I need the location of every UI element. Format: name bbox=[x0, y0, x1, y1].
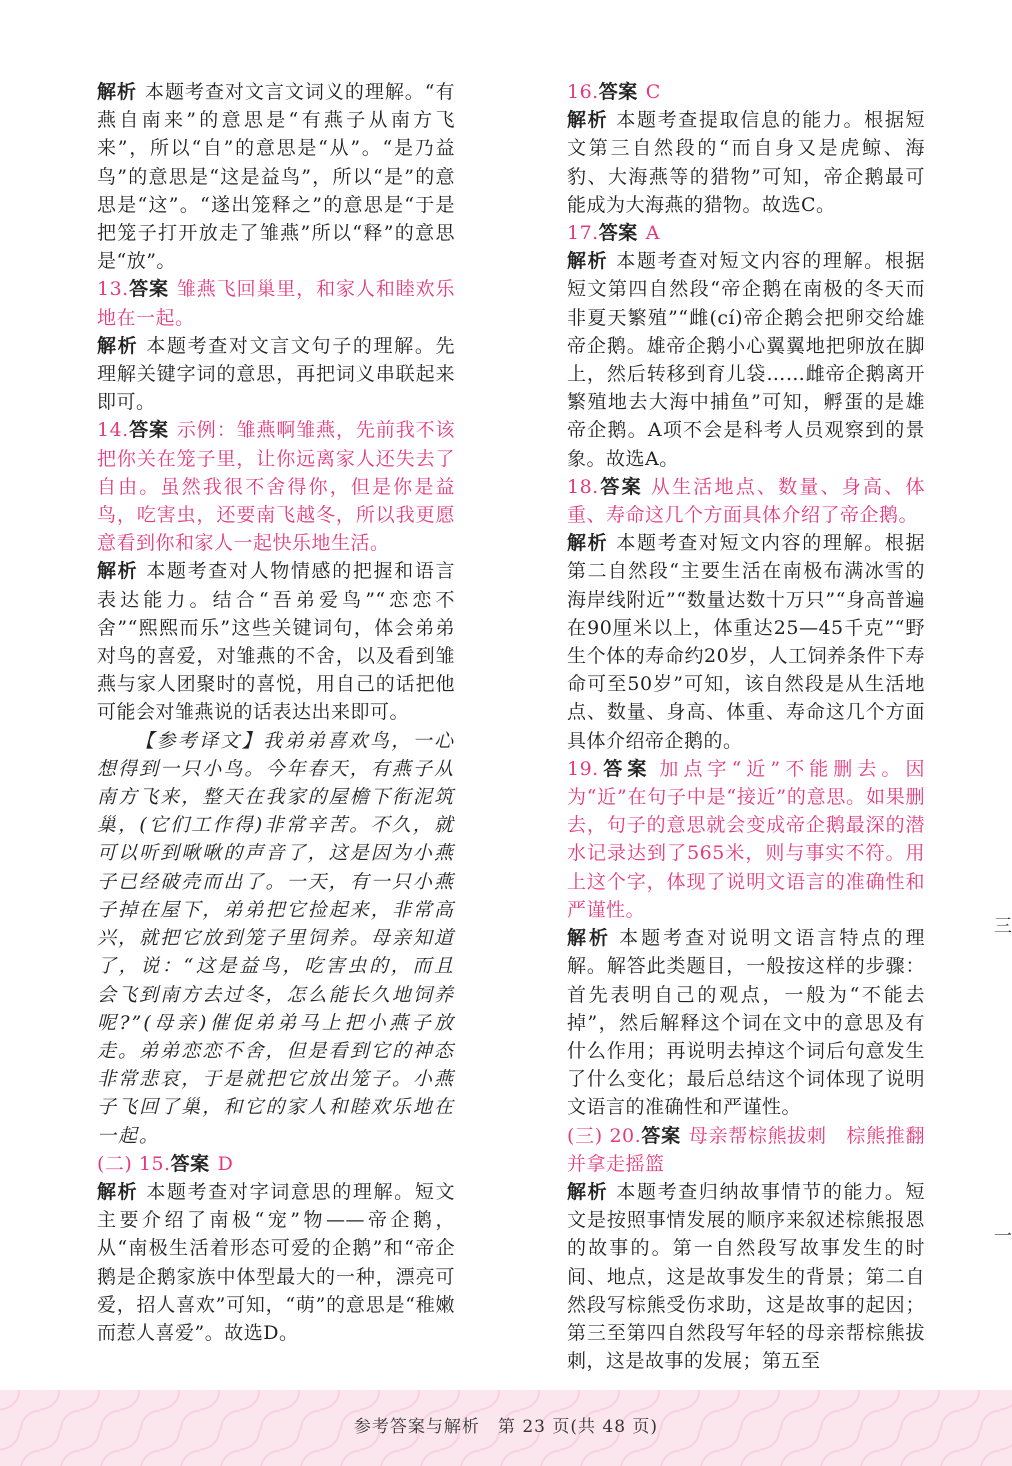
answer-text: 从生活地点、数量、身高、体重、寿命这几个方面具体介绍了帝企鹅。 bbox=[567, 475, 925, 527]
analysis-label: 解析 bbox=[97, 81, 137, 103]
question-number: 19. bbox=[567, 757, 599, 780]
analysis-label: 解析 bbox=[567, 1180, 609, 1203]
analysis-label: 解析 bbox=[97, 560, 139, 583]
analysis-label: 解析 bbox=[567, 532, 609, 555]
analysis-text: 本题考查归纳故事情节的能力。短文是按照事情发展的顺序来叙述棕熊报恩的故事的。第一自然段写故事发生的时间、地点，这是故事发生的背景；第二自然段写棕熊受伤求助，这是故事的起因；第三至第四自然段写年轻的母亲帮棕熊拔刺，这是故事的发展；第五至 bbox=[567, 1180, 925, 1373]
q16-answer bbox=[567, 78, 925, 106]
analysis-text: 本题考查对人物情感的把握和语言表达能力。结合“吾弟爱鸟”“恋恋不舍”“熙熙而乐”这些关键词句，体会弟弟对鸟的喜爱，对雏燕的不舍，以及看到雏燕与家人团聚时的喜悦，用自己的话把他可能会对雏燕说的话表达出来即可。 bbox=[97, 560, 455, 724]
question-number: 17. bbox=[567, 222, 599, 245]
question-number: 16. bbox=[567, 81, 599, 103]
q16-analysis bbox=[567, 106, 925, 219]
q13-analysis bbox=[97, 332, 455, 417]
reference-translation: 【参考译文】我弟弟喜欢鸟，一心想得到一只小鸟。今年春天，有燕子从南方飞来，整天在我家的屋檐下衔泥筑巢，(它们工作得)非常辛苦。不久，就可以听到啾啾的声音了，这是因为小燕子已经破壳而出了。一天，有一只小燕子掉在屋下，弟弟把它捡起来，非常高兴，就把它放到笼子里饲养。母亲知道了，说：“这是益鸟，吃害虫的，而且会飞到南方去过冬，怎么能长久地饲养呢?”(母亲)催促弟弟马上把小燕子放走。弟弟恋恋不舍，但是看到它的神态非常悲哀，于是就把它放出笼子。小燕子飞回了巢，和它的家人和睦欢乐地在一起。 bbox=[97, 729, 455, 1147]
analysis-text: 本题考查对文言文句子的理解。先理解关键字词的意思，再把词义串联起来即可。 bbox=[97, 334, 455, 414]
analysis-text: 本题考查对文言文词义的理解。“有燕自南来”的意思是“有燕子从南方飞来”，所以“自”的意思是“从”。“是乃益鸟”的意思是“这是益鸟”，所以“是”的意思是“这”。“遂出笼释之”的意思是“于是把笼子打开放走了雏燕”所以“释”的意思是“放”。 bbox=[97, 81, 455, 273]
q19-answer bbox=[567, 755, 925, 924]
question-number: 13. bbox=[97, 278, 129, 301]
right-column bbox=[567, 78, 925, 1375]
answer-label: 答案 bbox=[128, 278, 169, 301]
analysis-text: 本题考查对说明文语言特点的理解。解答此类题目，一般按这样的步骤：首先表明自己的观点，一般为“不能去掉”，然后解释这个词在文中的意思及有什么作用；再说明去掉这个词后句意发生了什么变化；最后总结这个词体现了说明文语言的准确性和严谨性。 bbox=[567, 927, 925, 1119]
q15-analysis bbox=[97, 1178, 455, 1347]
q19-analysis bbox=[567, 924, 925, 1121]
answer-text: 加点字“近”不能删去。因为“近”在句子中是“接近”的意思。如果删去，句子的意思就会变成帝企鹅最深的潜水记录达到了565米，则与事实不符。用上这个字，体现了说明文语言的准确性和严谨性。 bbox=[567, 757, 925, 921]
question-number: (三) 20. bbox=[567, 1124, 642, 1147]
q14-answer bbox=[97, 416, 455, 557]
answer-label: 答案 bbox=[641, 1124, 681, 1147]
q17-analysis bbox=[567, 247, 925, 473]
analysis-text: 本题考查提取信息的能力。根据短文第三自然段的“而自身又是虎鲸、海豹、大海燕等的猎物”可知，帝企鹅最可能成为大海燕的猎物。故选C。 bbox=[567, 109, 925, 216]
analysis-text: 本题考查对字词意思的理解。短文主要介绍了南极“宠”物——帝企鹅，从“南极生活着形态可爱的企鹅”和“帝企鹅是企鹅家族中体型最大的一种，漂亮可爱，招人喜欢”可知，“萌”的意思是“稚嫩而惹人喜爱”。故选D。 bbox=[97, 1180, 455, 1344]
answer-text: 母亲帮棕熊拔刺 棕熊推翻并拿走摇篮 bbox=[567, 1124, 925, 1175]
analysis-label: 解析 bbox=[567, 250, 609, 273]
answer-text: 雏燕飞回巢里，和家人和睦欢乐地在一起。 bbox=[97, 278, 455, 329]
answer-text: D bbox=[217, 1152, 234, 1175]
analysis-label: 解析 bbox=[567, 109, 609, 132]
answer-text: 示例：雏燕啊雏燕，先前我不该把你关在笼子里，让你远离家人还失去了自由。虽然我很不舍得你，但是你是益鸟，吃害虫，还要南飞越冬，所以我更愿意看到你和家人一起快乐地生活。 bbox=[97, 419, 455, 555]
q20-analysis bbox=[567, 1178, 925, 1375]
answer-text: A bbox=[645, 222, 660, 245]
analysis-text: 本题考查对短文内容的理解。根据短文第四自然段“帝企鹅在南极的冬天而非夏天繁殖”“雌(cí)帝企鹅会把卵交给雄帝企鹅。雄帝企鹅小心翼翼地把卵放在脚上，然后转移到育儿袋……雌帝企鹅离开繁殖地去大海中捕鱼”可知，孵蛋的是雄帝企鹅。A项不会是科考人员观察到的景象。故选A。 bbox=[567, 250, 925, 470]
answer-label: 答案 bbox=[598, 757, 652, 780]
question-number: 18. bbox=[567, 475, 599, 498]
q12-analysis bbox=[97, 78, 455, 275]
footer-text: 参考答案与解析 第 23 页(共 48 页) bbox=[353, 1417, 659, 1437]
analysis-text: 本题考查对短文内容的理解。根据第二自然段“主要生活在南极布满冰雪的海岸线附近”“数量达数十万只”“身高普遍在90厘米以上，体重达25—45千克”“野生个体的寿命约20岁，人工饲养条件下寿命可至50岁”可知，该自然段是从生活地点、数量、身高、体重、寿命这几个方面具体介绍帝企鹅的。 bbox=[567, 532, 925, 752]
q13-answer bbox=[97, 275, 455, 331]
answer-label: 答案 bbox=[598, 475, 643, 498]
q18-analysis bbox=[567, 529, 925, 755]
q17-answer bbox=[567, 219, 925, 247]
margin-mark: 一 bbox=[994, 1226, 1012, 1247]
question-number: 14. bbox=[97, 419, 129, 442]
analysis-label: 解析 bbox=[567, 927, 612, 950]
answer-text: C bbox=[645, 81, 661, 103]
analysis-label: 解析 bbox=[97, 1180, 139, 1203]
left-column bbox=[97, 78, 455, 1347]
q15-answer bbox=[97, 1150, 455, 1178]
q14-analysis bbox=[97, 557, 455, 726]
page-footer bbox=[0, 1390, 1012, 1466]
answer-label: 答案 bbox=[128, 419, 169, 442]
margin-mark: 三 bbox=[994, 916, 1012, 937]
analysis-label: 解析 bbox=[97, 334, 139, 357]
answer-label: 答案 bbox=[170, 1152, 210, 1175]
answer-label: 答案 bbox=[598, 81, 638, 103]
answer-label: 答案 bbox=[598, 222, 638, 245]
question-number: (二) 15. bbox=[97, 1152, 171, 1175]
q20-answer bbox=[567, 1122, 925, 1178]
q18-answer bbox=[567, 473, 925, 529]
